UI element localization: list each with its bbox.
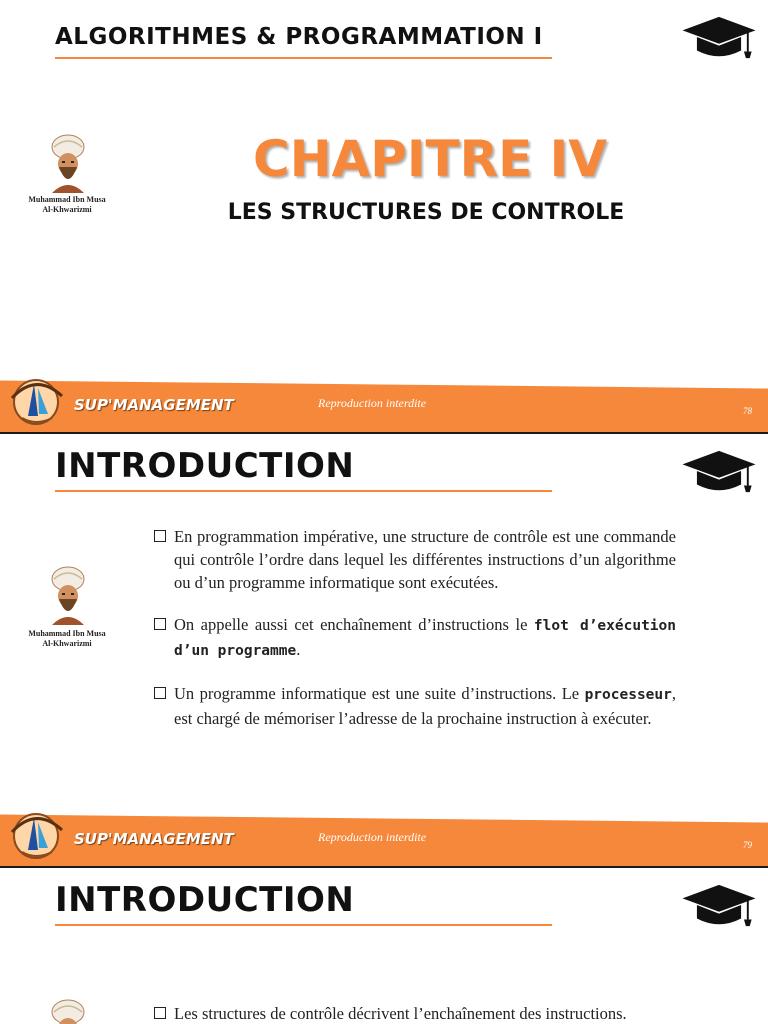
title-underline bbox=[55, 490, 552, 492]
school-logo-icon bbox=[8, 376, 68, 428]
chapter-subtitle: LES STRUCTURES DE CONTROLE bbox=[227, 200, 625, 225]
bullet-text-pre: On appelle aussi cet enchaînement d’instructions le bbox=[174, 615, 534, 634]
footer-notice: Reproduction interdite bbox=[318, 396, 427, 410]
bullet-item bbox=[152, 613, 676, 663]
slide-footer bbox=[0, 808, 768, 866]
author-surname: Al-Khwarizmi bbox=[42, 639, 92, 648]
bullet-list bbox=[152, 525, 676, 749]
title-underline bbox=[55, 924, 552, 926]
chapter-title: CHAPITRE IV bbox=[253, 130, 607, 188]
bullet-code: processeur bbox=[584, 687, 672, 703]
slide-79 bbox=[0, 434, 768, 866]
bullet-list bbox=[152, 1002, 712, 1024]
page-number: 79 bbox=[743, 840, 752, 850]
graduation-cap-icon bbox=[680, 882, 758, 930]
author-caption bbox=[10, 629, 124, 649]
bullet-item bbox=[152, 682, 676, 730]
author-name: Muhammad Ibn Musa bbox=[28, 195, 106, 204]
slide-footer bbox=[0, 374, 768, 432]
bullet-text: Les structures de contrôle décrivent l’enchaînement des instructions. bbox=[174, 1004, 627, 1023]
bullet-item bbox=[152, 1002, 712, 1024]
bullet-item bbox=[152, 525, 676, 594]
bullet-text-post: . bbox=[296, 640, 301, 659]
portrait-icon bbox=[46, 998, 90, 1024]
author-name: Muhammad Ibn Musa bbox=[28, 629, 106, 638]
author-surname: Al-Khwarizmi bbox=[42, 205, 92, 214]
bullet-text-post: , est chargé de mémoriser l’adresse de la prochaine instruction à exécuter. bbox=[174, 684, 676, 728]
title-underline bbox=[55, 57, 552, 59]
portrait-icon bbox=[46, 565, 90, 625]
graduation-cap-icon bbox=[680, 448, 758, 496]
footer-notice: Reproduction interdite bbox=[318, 830, 427, 844]
page-number: 78 bbox=[743, 406, 752, 416]
bullet-code: flot d’exécution d’un programme bbox=[174, 618, 676, 659]
graduation-cap-icon bbox=[680, 14, 758, 62]
slide-80 bbox=[0, 868, 768, 1024]
slide-title: INTRODUCTION bbox=[55, 880, 355, 920]
school-logo-icon bbox=[8, 810, 68, 862]
footer-brand: SUP'MANAGEMENT bbox=[74, 830, 234, 848]
slide-title: INTRODUCTION bbox=[55, 446, 355, 486]
bullet-text: En programmation impérative, une structure de contrôle est une commande qui contrôle l’ordre dans lequel les différentes instructions d’un algorithme ou d’un programme informatique sont exécutées. bbox=[174, 527, 676, 592]
course-title: ALGORITHMES & PROGRAMMATION I bbox=[55, 24, 543, 50]
bullet-text-pre: Un programme informatique est une suite d’instructions. Le bbox=[174, 684, 585, 703]
footer-brand: SUP'MANAGEMENT bbox=[74, 396, 234, 414]
slide-78 bbox=[0, 0, 768, 432]
